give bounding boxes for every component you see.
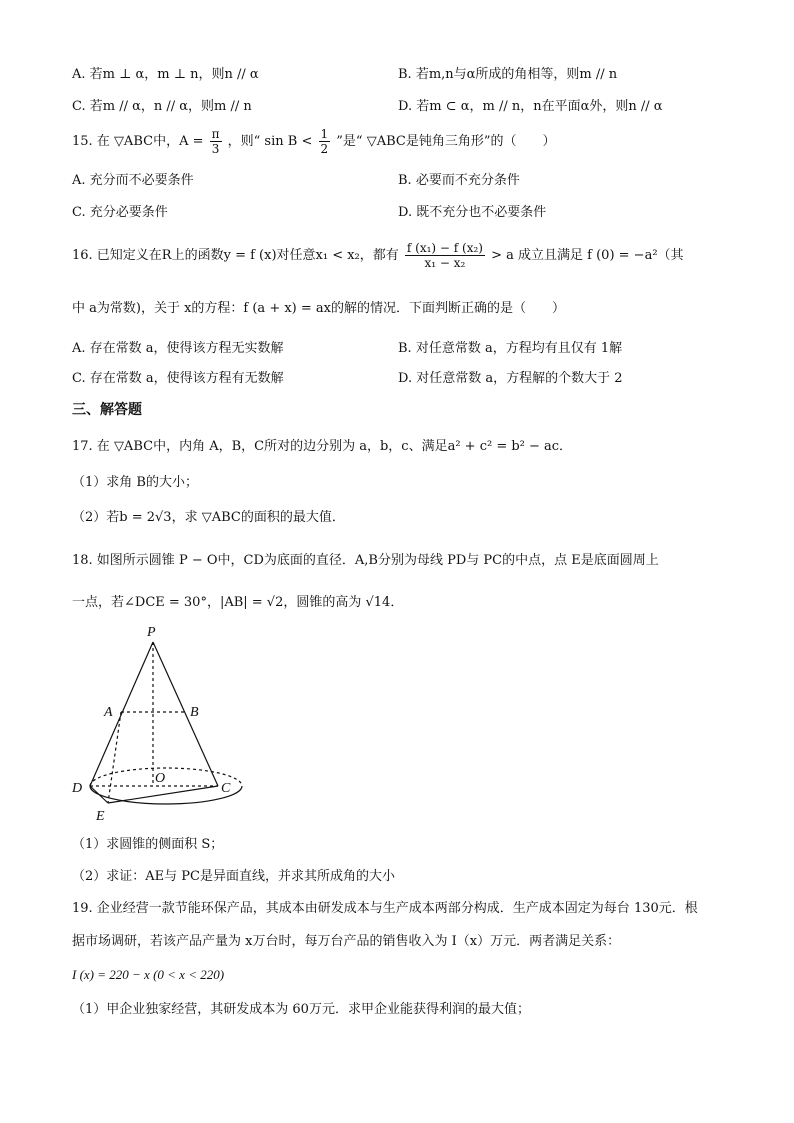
- q19-stem-line2: 据市场调研，若该产品产量为 x万台时，每万台产品的销售收入为 I（x）万元．两者满足关系：: [72, 934, 621, 949]
- q14-option-b: B. 若m,n与α所成的角相等，则m // n: [398, 67, 618, 82]
- segment-ed: [90, 786, 108, 803]
- cone-side-pc: [153, 642, 218, 786]
- q15-frac-den: 3: [210, 141, 222, 156]
- q18-part1: （1）求圆锥的侧面积 S；: [72, 837, 224, 852]
- section-title-solve: 三、解答题: [72, 402, 142, 418]
- q16-frac-den: x₁ − x₂: [405, 255, 485, 270]
- q18-part2: （2）求证：AE与 PC是异面直线，并求其所成角的大小: [72, 869, 395, 884]
- q14-option-c: C. 若m // α，n // α，则m // n: [72, 99, 252, 114]
- q15-fraction-pi-3: [210, 127, 222, 156]
- q16-option-b: B. 对任意常数 a，方程均有且仅有 1解: [398, 341, 623, 356]
- q19-stem-line1: 19. 企业经营一款节能环保产品，其成本由研发成本与生产成本两部分构成．生产成本固定为每台 130元．根: [72, 901, 698, 916]
- q14-option-a: A. 若m ⊥ α，m ⊥ n，则n // α: [72, 67, 259, 82]
- label-d: D: [72, 781, 83, 796]
- q15-fraction-1-2: [319, 127, 331, 156]
- q15-suffix: ”是“ ▽ABC是钝角三角形”的（ ）: [336, 134, 556, 149]
- q15-prefix: 15. 在 ▽ABC中，A =: [72, 134, 204, 149]
- q19-part1: （1）甲企业独家经营，其研发成本为 60万元．求甲企业能获得利润的最大值；: [72, 1002, 530, 1017]
- label-c: C: [221, 781, 231, 796]
- q16-stem-line2: 中 a为常数)，关于 x的方程：f (a + x) = ax的解的情况．下面判断正确的是（ ）: [72, 301, 565, 316]
- cone-figure: [60, 620, 260, 830]
- q15-frac2-den: 2: [320, 142, 329, 156]
- q15-frac-num: π: [211, 127, 220, 141]
- q15-option-b: B. 必要而不充分条件: [398, 173, 520, 188]
- q15-option-c: C. 充分必要条件: [72, 205, 168, 220]
- q17-part1: （1）求角 B的大小；: [72, 475, 198, 490]
- segment-ec: [108, 786, 218, 803]
- cone-base-back: [90, 768, 242, 786]
- cone-base-front: [90, 786, 242, 804]
- label-o: O: [155, 771, 166, 786]
- q16-prefix: 16. 已知定义在R上的函数y = f (x)对任意x₁ < x₂，都有: [72, 248, 399, 263]
- q16-suffix: > a 成立且满足 f (0) = −a²（其: [491, 248, 684, 263]
- q15-option-a: A. 充分而不必要条件: [72, 173, 194, 188]
- q15-option-d: D. 既不充分也不必要条件: [398, 205, 547, 220]
- segment-ae: [108, 712, 121, 803]
- q16-option-c: C. 存在常数 a，使得该方程有无数解: [72, 371, 284, 386]
- label-e: E: [96, 809, 105, 824]
- q14-option-d: D. 若m ⊂ α，m // n，n在平面α外，则n // α: [398, 99, 663, 114]
- q16-fraction: [405, 241, 485, 270]
- cone-side-pd: [90, 642, 153, 786]
- label-b: B: [190, 705, 199, 720]
- q17-part2: （2）若b = 2√3，求 ▽ABC的面积的最大值．: [72, 510, 345, 525]
- q18-stem-line1: 18. 如图所示圆锥 P − O中，CD为底面的直径．A,B分别为母线 PD与 PC的中点，点 E是底面圆周上: [72, 553, 659, 568]
- q15-stem: [72, 124, 555, 160]
- label-a: A: [104, 705, 113, 720]
- q16-option-d: D. 对任意常数 a，方程解的个数大于 2: [398, 371, 623, 386]
- q16-frac-num: f (x₁) − f (x₂): [406, 241, 483, 255]
- q17-stem: 17. 在 ▽ABC中，内角 A，B，C所对的边分别为 a，b，c、满足a² + c² = b² − ac．: [72, 439, 573, 454]
- q16-option-a: A. 存在常数 a，使得该方程无实数解: [72, 341, 284, 356]
- label-p: P: [147, 625, 156, 640]
- q19-formula: I (x) = 220 − x (0 < x < 220): [72, 967, 225, 982]
- q15-frac2-num: 1: [320, 127, 329, 141]
- q16-stem-line1: [72, 236, 684, 276]
- q18-stem-line2: 一点，若∠DCE = 30°，|AB| = √2，圆锥的高为 √14．: [72, 595, 404, 610]
- q15-middle: ，则“ sin B <: [227, 134, 313, 149]
